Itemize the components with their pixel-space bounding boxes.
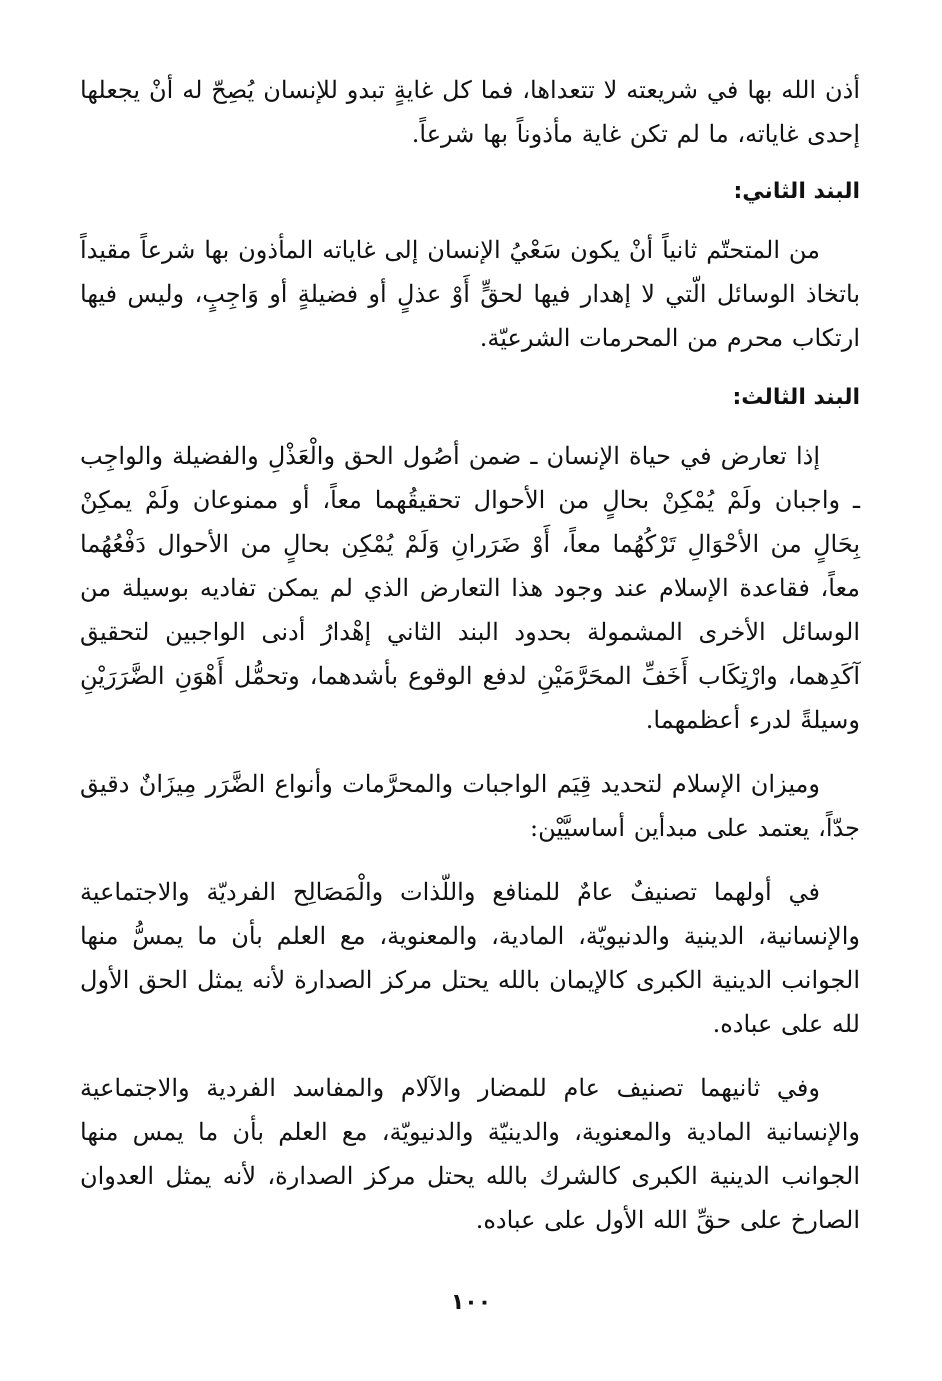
page-body [80,68,860,1262]
section-heading-third-clause: البند الثالث: [732,385,860,410]
paragraph-first-principle: في أولهما تصنيفٌ عامٌ للمنافع واللّذات والْمَصَالِح الفرديّة والاجتماعية والإنسانية، الدينية والدنيويّة، المادية، والمعنوية، مع العلم بأن ما يمسُّ منها الجوانب الدينية الكبرى كالإيمان بالله يحتل مركز الصدارة لأنه يمثل الحق الأول لله على عباده. [80,878,860,1038]
paragraph-third-clause: إذا تعارض في حياة الإنسان ـ ضمن أصُول الحق والْعَذْلِ والفضيلة والواجِب ـ واجبان ولَمْ يُمْكِنْ بحالٍ من الأحوال تحقيقُهما معاً، أو ممنوعان ولَمْ يمكِنْ بِحَالٍ من الأحْوَالِ تَرْكُهُما معاً، أَوْ ضَرَرانِ وَلَمْ يُمْكِن بحالٍ من الأحوال دَفْعُهُما معاً، فقاعدة الإسلام عند وجود هذا التعارض الذي لم يمكن تفاديه بوسيلة من الوسائل الأخرى المشمولة بحدود البند الثاني إهْدارُ أدنى الواجبين لتحقيق آكَدِهما، وارْتِكَاب أَخَفِّ المحَرَّمَيْنِ لدفع الوقوع بأشدهما، وتحمُّل أَهْوَنِ الضَّرَرَيْنِ وسيلةً لدرء أعظمهما. [80,442,860,734]
page-number: ١٠٠ [450,1290,492,1315]
paragraph-second-clause: من المتحتّم ثانياً أنْ يكون سَعْيُ الإنسان إلى غاياته المأذون بها شرعاً مقيداً باتخاذ الوسائل الّتي لا إهدار فيها لحقٍّ أَوْ عذلٍ أو فضيلةٍ أو وَاجِبٍ، وليس فيها ارتكاب محرم من المحرمات الشرعيّة. [80,236,860,352]
paragraph-second-principle: وفي ثانيهما تصنيف عام للمضار والآلام والمفاسد الفردية والاجتماعية والإنسانية المادية والمعنوية، والدينيّة والدنيويّة، مع العلم بأن ما يمس منها الجوانب الدينية الكبرى كالشرك بالله يحتل مركز الصدارة، لأنه يمثل العدوان الصارخ على حقِّ الله الأول على عباده. [80,1074,860,1234]
section-heading-second-clause: البند الثاني: [733,179,860,204]
paragraph-balance-criteria: وميزان الإسلام لتحديد قِيَم الواجبات والمحرَّمات وأنواع الضَّرَر مِيزَانٌ دقيق جدّاً، يعتمد على مبدأين أساسيَّيْن: [80,770,860,842]
paragraph-continuation: أذن الله بها في شريعته لا تتعداها، فما كل غايةٍ تبدو للإنسان يُصِحّ له أنْ يجعلها إحدى غاياته، ما لم تكن غاية مأذوناً بها شرعاً. [80,76,861,148]
